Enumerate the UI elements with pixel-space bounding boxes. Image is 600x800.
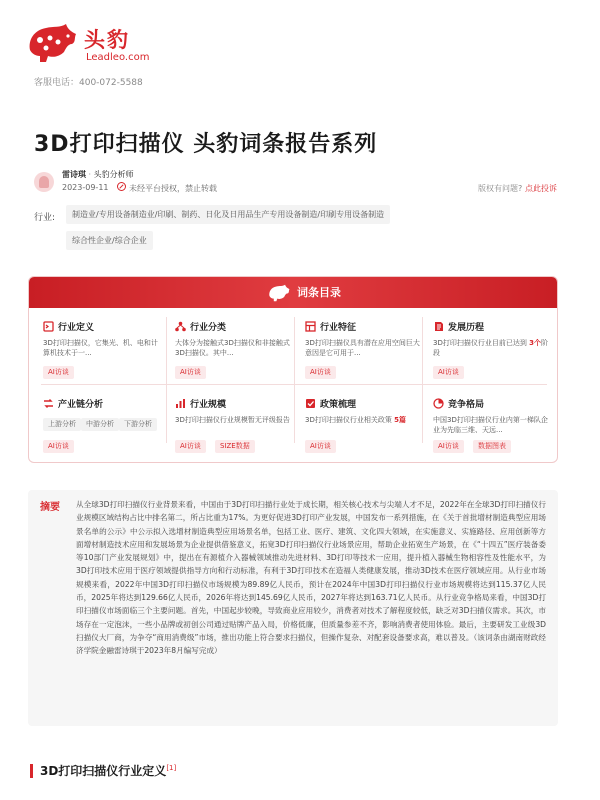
leadleo-logo[interactable] [24, 20, 154, 70]
ai-interview-chip[interactable]: AI访谈 [305, 366, 336, 379]
toc-item-features[interactable] [305, 320, 425, 390]
service-phone: 客服电话：400-072-5588 [34, 78, 143, 88]
ai-interview-chip[interactable]: AI访谈 [43, 440, 74, 453]
toc-item-desc-highlight: 5篇 [394, 416, 406, 424]
license-notice: 未经平台授权，禁止转载 [129, 184, 217, 193]
chain-icon [43, 398, 54, 409]
toc-item-desc [305, 415, 425, 425]
abstract-text: 从全球3D打印扫描仪行业背景来看，中国由于3D打印扫描行业处于成长期，相关核心技术与尖端人才不足，2022年在全球3D打印扫描仪行业规模区域结构占比中排名第二，所占比重为17%。为更好促进3D打印产业发展，中国发布一系列措施，在《关于首批增材制造典型应用场景名单的公示》中公示拟入选增材制造典型应用场景名单，包括工业、医疗、建筑、文化四大领域，在实施意义、实施路径、应用创新等方面增材制造技术应用和发展场景为企业提供借鉴意义，拓宽3D打印扫描仪行业场景应用，帮助企业拓宽生产场景，在《“十四五”医疗装备委等10部门产业发展规划》中，提出在有源植介入器械领域推动先进材料、3D打印等技术一应用，提升植入器械生物相容性及性能水平，为3D打印技术应用于医疗领域提供指导方向和行动标准，有利于3D打印技术在造福人类健康发展，推动3D技术在医疗领域应用。从行业市场规模来看，2022年中国3D打印扫描仪市场规模为89.89亿人民币，预计在2024年中国3D打印扫描仪行业市场规模将达到115.37亿人民币，2025年将达到129.66亿人民币，2026年将达到145.69亿人民币，2027年将达到163.71亿人民币。从行业竞争格局来看，中国3D打印扫描仪市场面临三个主要问题。首先，中国起步较晚，导致商业应用较少，消费者对技术了解程度较低，缺乏对3D扫描仪需求。其次，市场存在一定泡沫，一些小品牌或初创公司通过贴牌产品入局，价格低廉，但质量参差不齐，影响消费者使用体验。最后，主要研发工业级3D扫描仪大厂商，为争夺“商用消费级”市场，推出功能上符合要求扫描仪，但操作复杂、对配套设备要求高，难以普及。（该词条由湖南财政经济学院金融雷诗琪于2023年8月编写完成） [76, 500, 546, 656]
industry-tag[interactable]: 综合性企业/综合企业 [66, 231, 153, 250]
features-icon [305, 321, 316, 332]
size-data-chip[interactable]: SIZE数据 [215, 440, 255, 453]
competition-icon [433, 398, 444, 409]
toc-title: 词条目录 [297, 286, 341, 299]
toc-item-competition[interactable] [433, 397, 553, 463]
ai-interview-chip[interactable]: AI访谈 [175, 366, 206, 379]
toc-item-definition[interactable] [43, 320, 163, 390]
publish-date: 2023-09-11 [62, 183, 109, 192]
toc-item-title: 行业特征 [320, 323, 357, 333]
abstract-label: 摘要 [40, 502, 60, 513]
industry-tag[interactable]: 制造业/专用设备制造业/印刷、制药、日化及日用品生产专用设备制造/印刷专用设备制造 [66, 205, 390, 224]
toc-panel [28, 276, 558, 463]
ai-interview-chip[interactable]: AI访谈 [433, 440, 464, 453]
toc-header [29, 277, 558, 308]
toc-item-title: 竞争格局 [448, 400, 485, 410]
toc-item-title: 行业分类 [190, 323, 227, 333]
upstream-tag[interactable]: 上游分析 [43, 418, 81, 431]
toc-item-title: 行业定义 [58, 323, 95, 333]
ai-interview-chip[interactable]: AI访谈 [175, 440, 206, 453]
toc-divider [166, 317, 167, 443]
report-link[interactable]: 点此投诉 [525, 184, 557, 193]
scale-icon [175, 398, 186, 409]
midstream-tag[interactable]: 中游分析 [81, 418, 119, 431]
toc-item-policy[interactable] [305, 397, 425, 463]
toc-item-desc-text: 3D打印扫描仪行业相关政策 [305, 416, 395, 424]
definition-icon [43, 321, 54, 332]
toc-item-title: 发展历程 [448, 323, 485, 333]
toc-item-desc [433, 338, 553, 358]
toc-item-desc-highlight: 3个 [529, 339, 541, 347]
industry-label: 行业: [34, 213, 56, 223]
toc-item-desc: 3D打印扫描仪行业规模暂无评级报告 [175, 416, 290, 424]
toc-item-desc-tail: 阶段 [433, 339, 548, 357]
abstract-box [28, 490, 558, 726]
toc-item-title: 行业规模 [190, 400, 227, 410]
toc-item-desc: 大体分为接触式3D扫描仪和非接触式3D扫描仪。其中... [175, 339, 290, 357]
data-chart-chip[interactable]: 数据图表 [473, 440, 511, 453]
ai-interview-chip[interactable]: AI访谈 [433, 366, 464, 379]
toc-item-chain[interactable] [43, 397, 163, 463]
author-line [62, 169, 134, 180]
author-avatar [34, 172, 54, 192]
author-name[interactable]: 雷诗琪 [62, 170, 86, 179]
classification-icon [175, 321, 186, 332]
toc-item-desc: 3D打印扫描仪具有潜在应用空间巨大意因是它可用于... [305, 339, 420, 357]
page-title: 3D打印扫描仪 头豹词条报告系列 [34, 132, 378, 157]
brand-name-cn: 头豹 [84, 28, 130, 52]
section-marker [30, 764, 33, 778]
toc-item-desc-text: 3D打印扫描仪行业目前已达到 [433, 339, 530, 347]
toc-item-history[interactable] [433, 320, 553, 390]
author-separator: · [86, 170, 94, 179]
no-reprint-icon [117, 182, 126, 191]
ai-interview-chip[interactable]: AI访谈 [305, 440, 336, 453]
toc-item-title: 产业链分析 [58, 400, 104, 410]
toc-item-scale[interactable] [175, 397, 295, 463]
ai-interview-chip[interactable]: AI访谈 [43, 366, 74, 379]
policy-icon [305, 398, 316, 409]
copyright-question: 版权有问题? [478, 184, 523, 193]
toc-logo-icon [265, 283, 293, 303]
section-title-text: 3D打印扫描仪行业定义 [40, 764, 167, 778]
brand-name-en: Leadleo.com [86, 52, 150, 63]
section-title [40, 762, 176, 779]
toc-item-desc: 3D打印扫描仪，它集光、机、电和计算机技术于一... [43, 339, 158, 357]
toc-item-desc: 中国3D打印扫描仪行业内第一梯队企业为先临三维、天远... [433, 416, 548, 434]
toc-item-classification[interactable] [175, 320, 295, 390]
toc-item-title: 政策梳理 [320, 400, 357, 410]
author-role: 头豹分析师 [93, 170, 134, 179]
leopard-logo-icon [24, 20, 80, 66]
history-icon [433, 321, 444, 332]
reference-link[interactable]: [1] [166, 764, 177, 772]
downstream-tag[interactable]: 下游分析 [119, 418, 157, 431]
